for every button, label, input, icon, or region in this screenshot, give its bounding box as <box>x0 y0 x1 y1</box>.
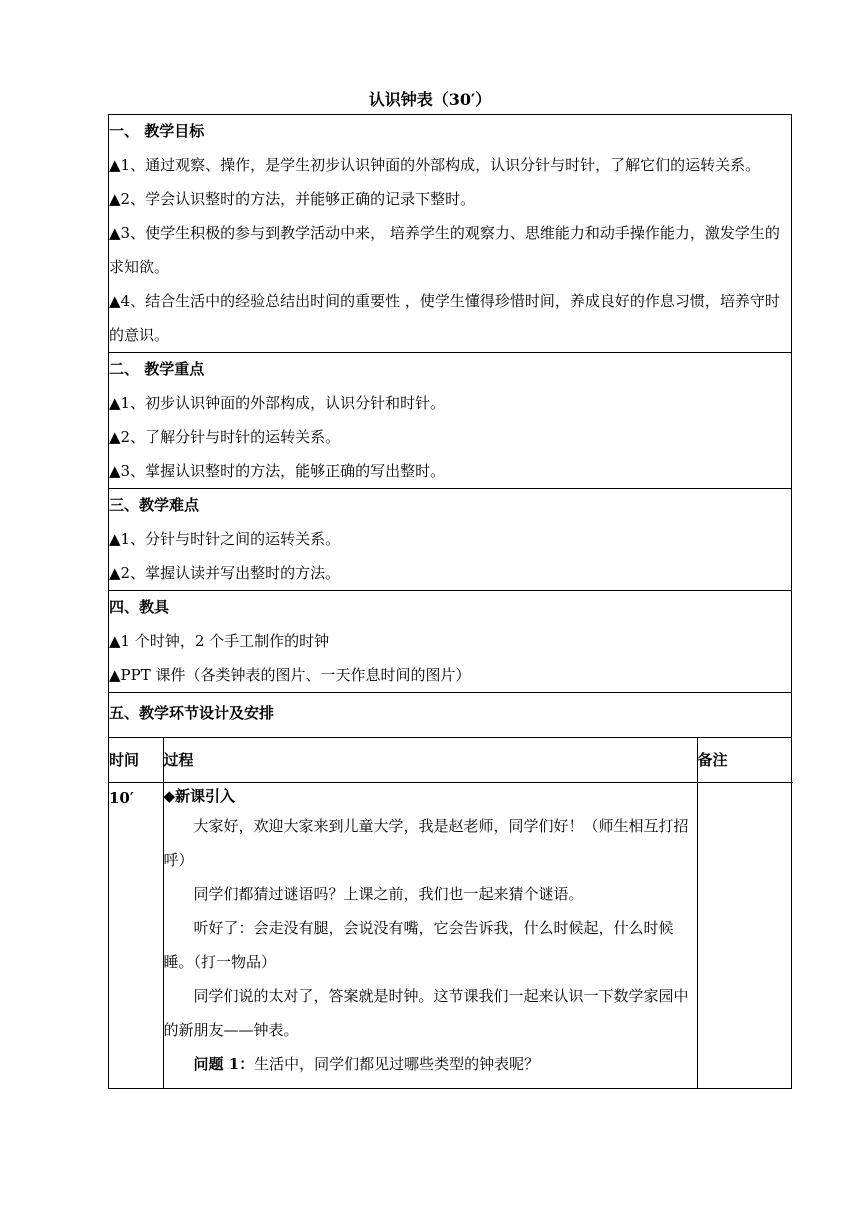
row-time: 10′ <box>109 783 163 1088</box>
key-points-heading: 二、 教学重点 <box>109 360 205 378</box>
question-label: 问题 1： <box>193 1055 255 1073</box>
notes-column-header: 备注 <box>697 738 793 783</box>
goals-heading: 一、 教学目标 <box>109 122 205 140</box>
process-paragraph: 同学们都猜过谜语吗？上课之前，我们也一起来猜个谜语。 <box>193 885 584 903</box>
design-heading: 五、教学环节设计及安排 <box>109 704 275 722</box>
process-column-header: 过程 <box>163 738 697 783</box>
goal-item: ▲4、结合生活中的经验总结出时间的重要性 ，使学生懂得珍惜时间，养成良好的作息习惯，培养守时的意识。 <box>109 292 780 344</box>
process-paragraph: 听好了：会走没有腿，会说没有嘴，它会告诉我，什么时候起，什么时候睡。（打一物品） <box>163 919 674 971</box>
tools-heading: 四、教具 <box>109 598 170 616</box>
schedule-cell <box>109 738 792 1089</box>
key-point-item: ▲1、初步认识钟面的外部构成，认识分针和时针。 <box>109 394 446 412</box>
tools-section <box>109 591 792 693</box>
lesson-plan-table <box>108 114 792 1089</box>
key-point-item: ▲2、了解分针与时针的运转关系。 <box>109 428 341 446</box>
difficulty-item: ▲2、掌握认读并写出整时的方法。 <box>109 564 341 582</box>
goal-item: ▲1、通过观察、操作，是学生初步认识钟面的外部构成，认识分针与时针，了解它们的运转关系。 <box>109 156 761 174</box>
process-subheading: ◆新课引入 <box>163 787 236 805</box>
process-paragraph: 同学们说的太对了，答案就是时钟。这节课我们一起来认识一下数学家园中的新朋友——钟表。 <box>163 987 689 1039</box>
difficulties-section <box>109 489 792 591</box>
time-column-header: 时间 <box>109 738 163 783</box>
goal-item: ▲2、学会认识整时的方法，并能够正确的记录下整时。 <box>109 190 476 208</box>
goal-item: ▲3、使学生积极的参与到教学活动中来， 培养学生的观察力、思维能力和动手操作能力，激发学生的求知欲。 <box>109 224 780 276</box>
process-question <box>164 1047 697 1081</box>
difficulty-item: ▲1、分针与时针之间的运转关系。 <box>109 530 341 548</box>
difficulties-heading: 三、教学难点 <box>109 496 200 514</box>
table-row <box>109 783 793 1088</box>
key-points-section <box>109 353 792 489</box>
document-title: 认识钟表（30′） <box>368 90 492 109</box>
question-text: 生活中，同学们都见过哪些类型的钟表呢？ <box>254 1055 540 1073</box>
design-section <box>109 693 792 738</box>
row-notes <box>697 783 793 1088</box>
tool-item: ▲PPT 课件（各类钟表的图片、一天作息时间的图片） <box>109 666 471 684</box>
goals-section <box>109 115 792 353</box>
key-point-item: ▲3、掌握认识整时的方法，能够正确的写出整时。 <box>109 462 446 480</box>
row-process <box>163 783 697 1088</box>
tool-item: ▲1 个时钟，2 个手工制作的时钟 <box>109 632 330 650</box>
process-paragraph: 大家好，欢迎大家来到儿童大学，我是赵老师，同学们好！（师生相互打招呼） <box>163 817 689 869</box>
schedule-table <box>109 738 793 1088</box>
